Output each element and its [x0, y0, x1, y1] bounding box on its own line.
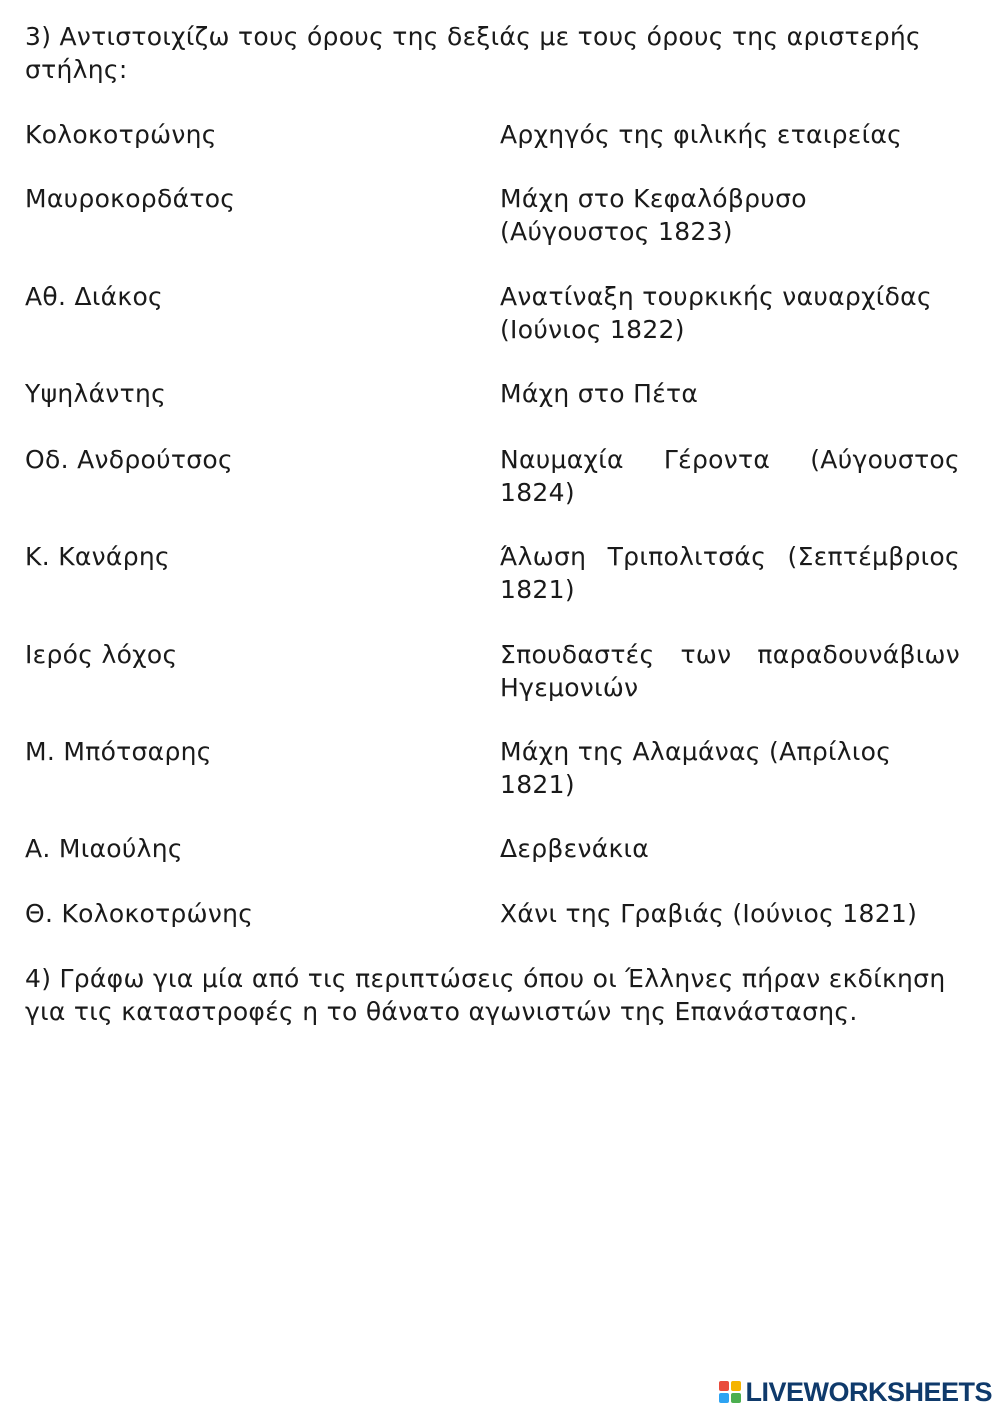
logo-square-yellow	[731, 1381, 741, 1391]
question-3-line-1: 3) Αντιστοιχίζω τους όρους της δεξιάς με τους όρους της αριστερής	[25, 22, 921, 51]
left-term-5: Οδ. Ανδρούτσος	[25, 445, 233, 474]
logo-square-green	[731, 1393, 741, 1403]
left-term-8: Μ. Μπότσαρης	[25, 737, 212, 766]
right-term-5	[500, 443, 960, 509]
right-term-10	[500, 897, 960, 930]
right-term-7-line-2: Ηγεμονιών	[500, 673, 639, 702]
left-term-7: Ιερός λόχος	[25, 640, 178, 669]
left-term-2: Μαυροκορδάτος	[25, 184, 236, 213]
right-term-3-line-1: Ανατίναξη τουρκικής ναυαρχίδας	[500, 282, 932, 311]
right-term-1-line-1: Αρχηγός της φιλικής εταιρείας	[500, 120, 903, 149]
right-term-4	[500, 377, 960, 410]
question-4	[25, 962, 975, 1028]
right-term-8-line-1: Μάχη της Αλαμάνας (Απρίλιος	[500, 737, 892, 766]
right-term-7	[500, 638, 960, 704]
question-3-line-2: στήλης:	[25, 55, 128, 84]
right-term-9-line-1: Δερβενάκια	[500, 834, 650, 863]
left-term-9: Α. Μιαούλης	[25, 834, 183, 863]
liveworksheets-logo	[719, 1377, 992, 1407]
left-term-1: Κολοκοτρώνης	[25, 120, 217, 149]
right-term-10-line-1: Χάνι της Γραβιάς (Ιούνιος 1821)	[500, 899, 918, 928]
left-term-4: Υψηλάντης	[25, 379, 167, 408]
logo-mark-icon	[719, 1381, 741, 1403]
right-term-8-line-2: 1821)	[500, 770, 575, 799]
right-term-2-line-2: (Αύγουστος 1823)	[500, 217, 733, 246]
question-3	[25, 20, 975, 86]
right-term-3-line-2: (Ιούνιος 1822)	[500, 315, 685, 344]
logo-text: LIVEWORKSHEETS	[745, 1376, 992, 1407]
question-4-line-2: για τις καταστροφές η το θάνατο αγωνιστών της Επανάστασης.	[25, 997, 858, 1026]
logo-square-red	[719, 1381, 729, 1391]
right-term-9	[500, 832, 960, 865]
left-term-10: Θ. Κολοκοτρώνης	[25, 899, 254, 928]
right-term-5-line-1: Ναυμαχία Γέροντα (Αύγουστος	[500, 445, 960, 474]
right-term-7-line-1: Σπουδαστές των παραδουνάβιων	[500, 640, 960, 669]
question-4-line-1: 4) Γράφω για μία από τις περιπτώσεις όπου οι Έλληνες πήραν εκδίκηση	[25, 964, 946, 993]
right-term-8	[500, 735, 960, 801]
right-term-3	[500, 280, 960, 346]
right-term-2	[500, 182, 960, 248]
right-term-6-line-2: 1821)	[500, 575, 575, 604]
right-term-6-line-1: Άλωση Τριπολιτσάς (Σεπτέμβριος	[500, 542, 960, 571]
right-term-5-line-2: 1824)	[500, 478, 575, 507]
left-term-6: Κ. Κανάρης	[25, 542, 170, 571]
right-term-4-line-1: Μάχη στο Πέτα	[500, 379, 699, 408]
logo-square-blue	[719, 1393, 729, 1403]
right-term-6	[500, 540, 960, 606]
left-term-3: Αθ. Διάκος	[25, 282, 164, 311]
right-term-1	[500, 118, 960, 151]
right-term-2-line-1: Μάχη στο Κεφαλόβρυσο	[500, 184, 807, 213]
